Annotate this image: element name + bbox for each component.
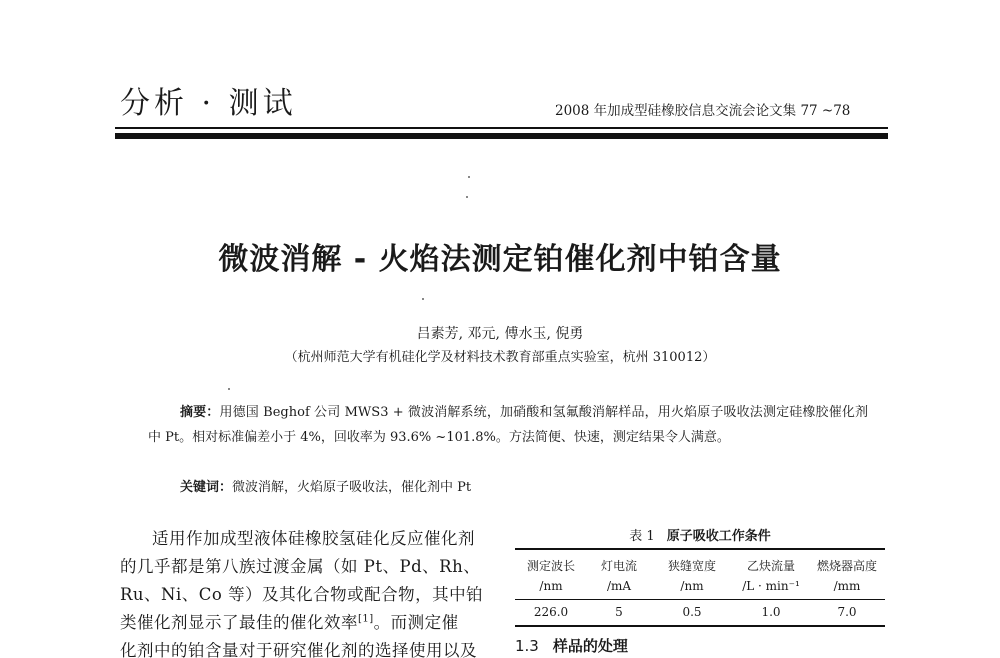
table-data-cell: 1.0: [761, 605, 781, 619]
table-rule-mid: [515, 599, 885, 600]
citation[interactable]: [1]: [358, 613, 374, 625]
body-line-1: 适用作加成型液体硅橡胶氢硅化反应催化剂: [152, 529, 475, 548]
body-line-3: Ru、Ni、Co 等）及其化合物或配合物，其中铂: [120, 585, 484, 604]
table-data-cell: 5: [615, 605, 623, 619]
section-title: 分析 · 测试: [120, 86, 297, 121]
table-unit-cell: /L · min⁻¹: [742, 579, 800, 593]
body-line-2: 的几乎都是第八族过渡金属（如 Pt、Pd、Rh、: [120, 557, 481, 576]
header-rule-thin: [115, 127, 888, 129]
table-header-cell: 乙炔流量: [746, 559, 795, 573]
table-header-cell: 测定波长: [526, 559, 575, 573]
table-header-cell: 燃烧器高度: [816, 559, 877, 573]
abstract-text: 用德国 Beghof 公司 MWS3 + 微波消解系统，加硝酸和氢氟酸消解样品，用火焰原子吸收法测定硅橡胶催化剂中 Pt。相对标准偏差小于 4%，回收率为 93.6% ~101.8%。方法简便、快速，测定结果令人满意。: [148, 405, 868, 445]
scan-speck: [228, 388, 230, 390]
table-unit-cell: /mm: [833, 579, 861, 593]
table-rule-top: [515, 548, 885, 550]
table-caption: [515, 525, 885, 544]
header-rule-thick: [115, 133, 888, 139]
body-line-4-tail: 。而测定催: [373, 613, 459, 632]
scan-speck: [422, 298, 424, 300]
table-unit-cell: /nm: [680, 579, 704, 593]
journal-info: 2008 年加成型硅橡胶信息交流会论文集 77 ~78: [555, 103, 851, 119]
table-header-cell: 狭缝宽度: [667, 559, 716, 573]
keywords: [180, 476, 471, 495]
authors: 吕素芳, 邓元, 傅水玉, 倪勇: [416, 326, 584, 342]
subsection-title: 样品的处理: [552, 637, 628, 655]
affiliation: （杭州师范大学有机硅化学及材料技术教育部重点实验室，杭州 310012）: [284, 350, 716, 365]
table-unit-cell: /mA: [606, 579, 632, 593]
keywords-label: 关键词：: [180, 480, 233, 495]
table-data-cell: 7.0: [837, 605, 857, 619]
table-number: 表 1: [629, 529, 655, 544]
abstract-label: 摘要：: [180, 405, 220, 420]
abstract: [148, 400, 868, 450]
scan-speck: [466, 196, 468, 198]
table-data-cell: 226.0: [533, 605, 569, 619]
subsection-number: 1.3: [515, 637, 539, 655]
body-line-4-text: 类催化剂显示了最佳的催化效率: [120, 613, 358, 632]
table-header-cell: 灯电流: [600, 559, 637, 573]
keywords-text: 微波消解，火焰原子吸收法，催化剂中 Pt: [232, 480, 472, 495]
table-caption-text: 原子吸收工作条件: [666, 529, 771, 544]
table-rule-bottom: [515, 625, 885, 627]
body-line-5: 化剂中的铂含量对于研究催化剂的选择使用以及: [120, 641, 477, 658]
subsection-heading: [515, 635, 628, 656]
table-unit-cell: /nm: [539, 579, 563, 593]
table-data-cell: 0.5: [682, 605, 702, 619]
body-line-4: [120, 609, 459, 633]
paper-title: 微波消解 - 火焰法测定铂催化剂中铂含量: [218, 242, 782, 277]
scan-speck: [468, 176, 470, 178]
